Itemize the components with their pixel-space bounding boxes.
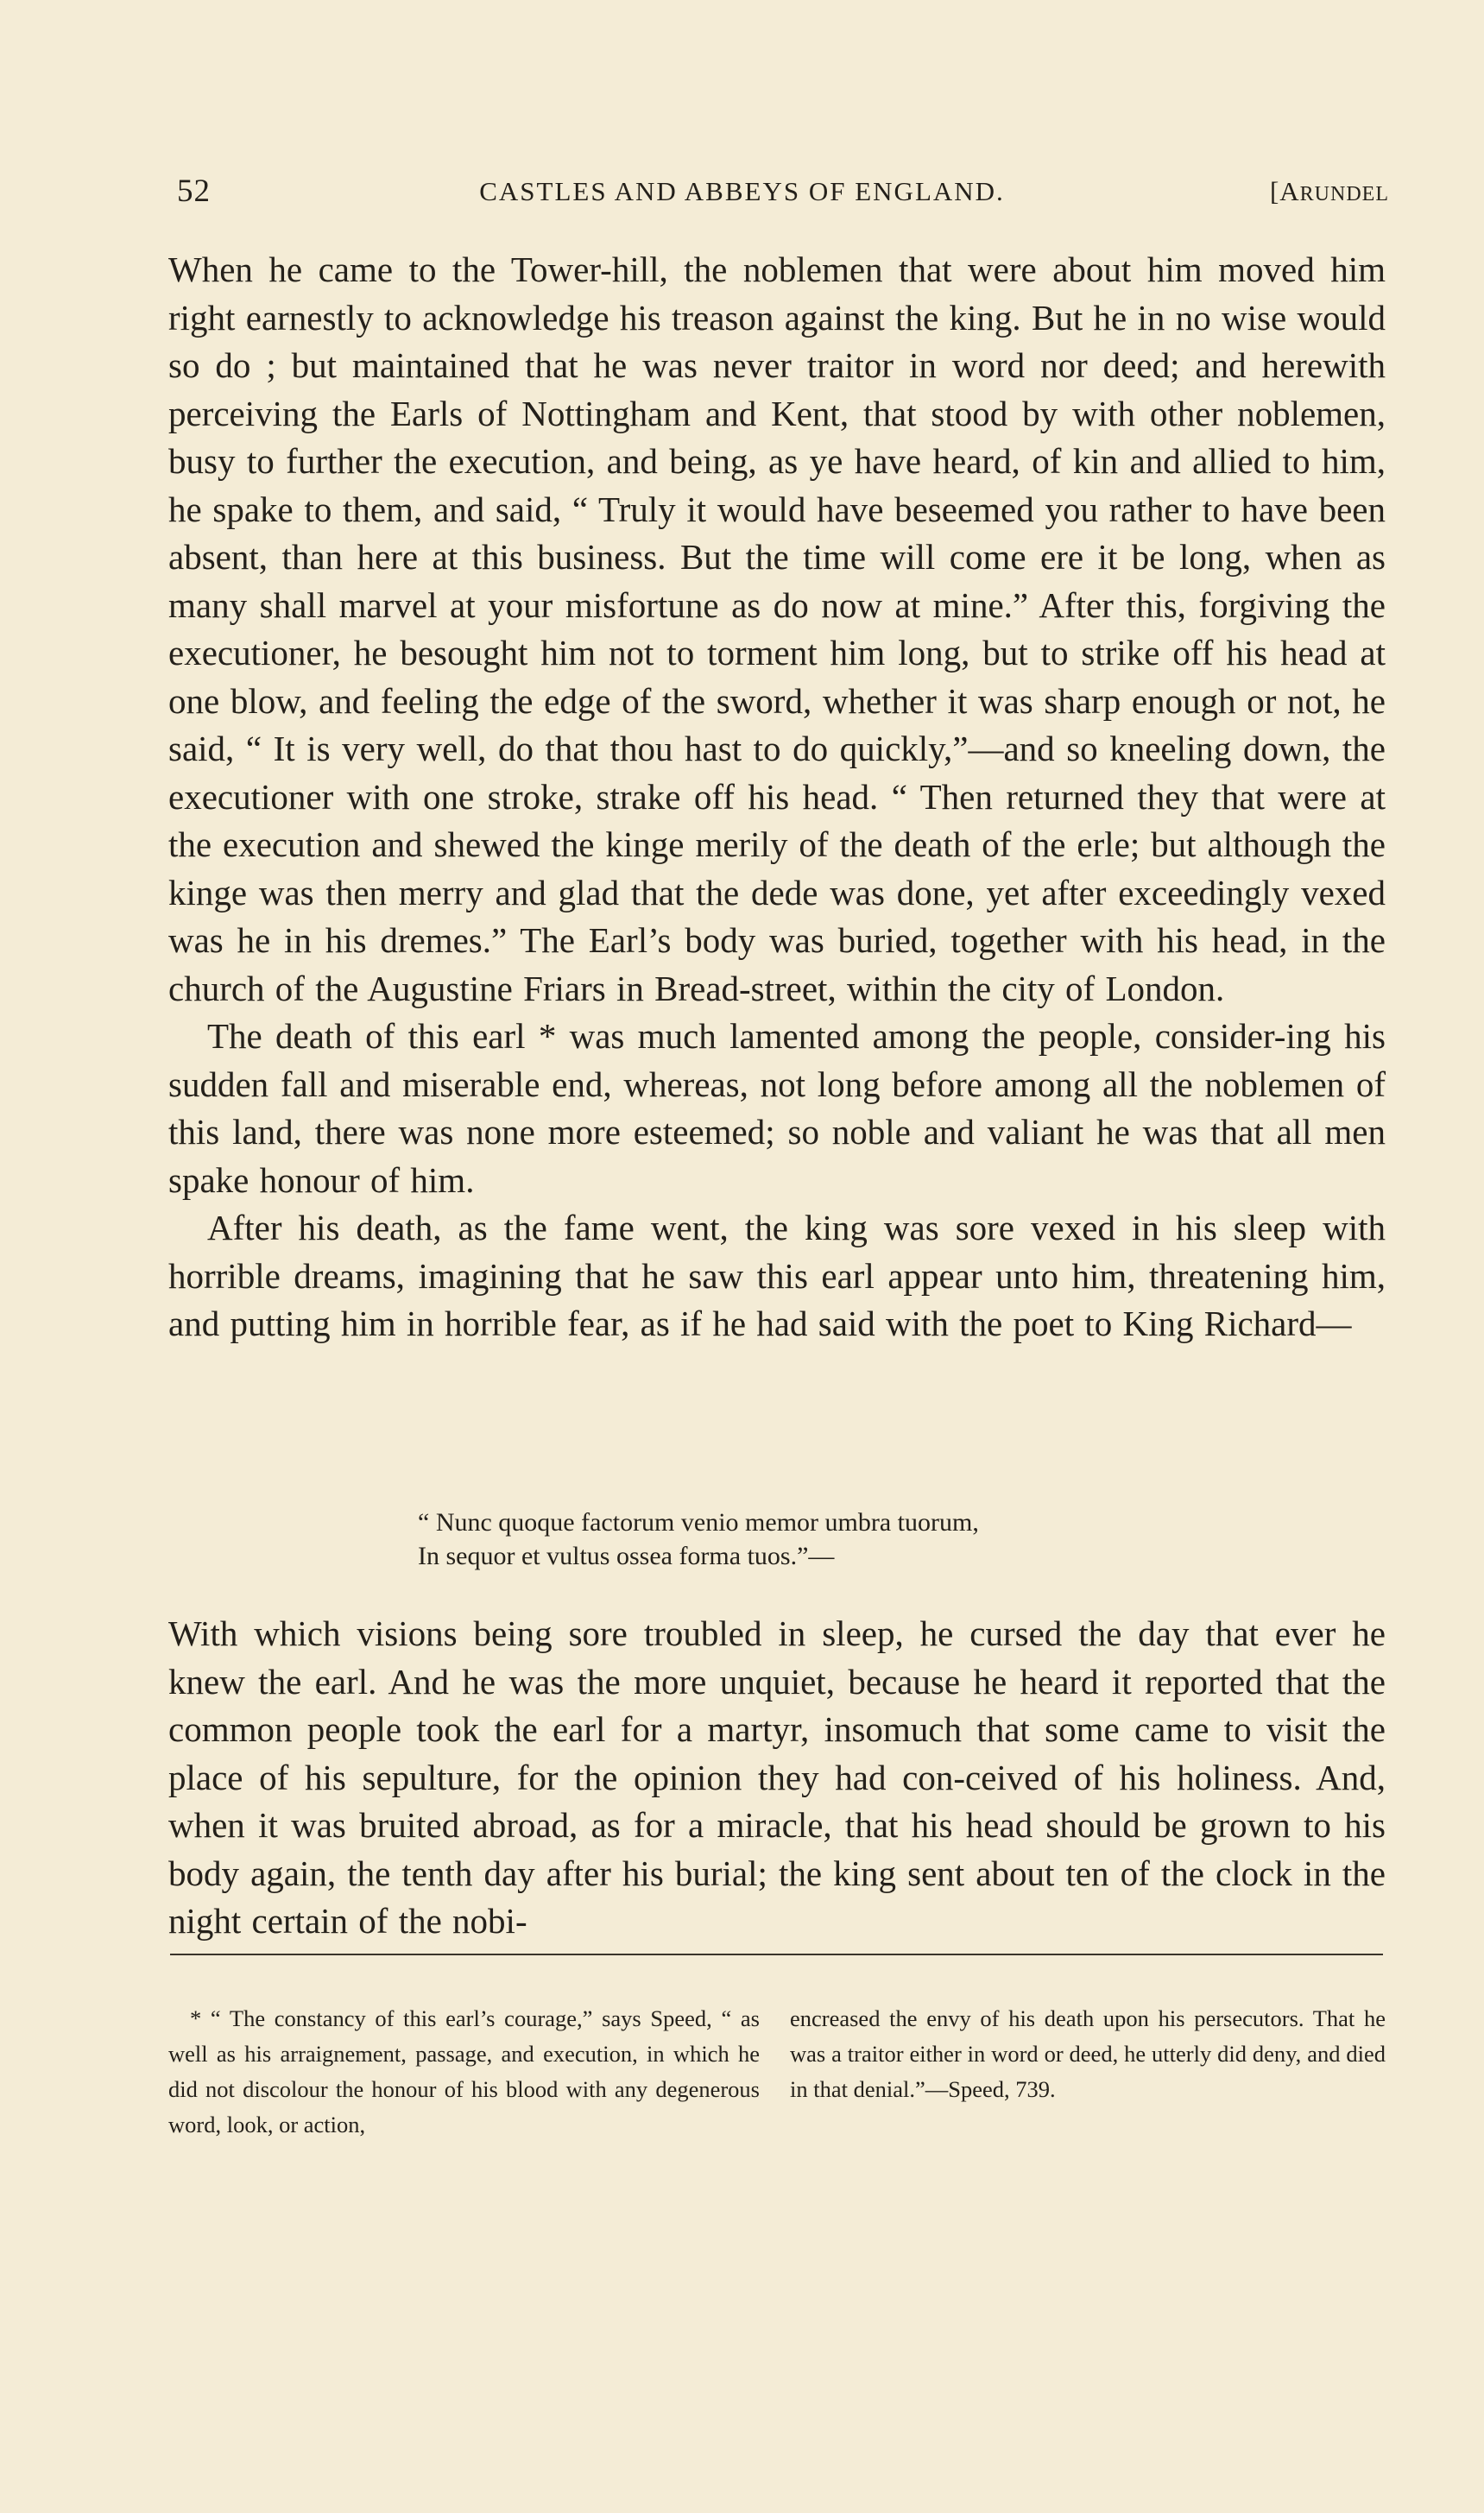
page-number: 52	[177, 174, 211, 209]
page-header	[0, 173, 1484, 216]
main-text-continued	[168, 1610, 1386, 1946]
running-title: CASTLES AND ABBEYS OF ENGLAND.	[479, 176, 1005, 206]
section-initial: A	[1279, 176, 1300, 206]
footnote-text: encreased the envy of his death upon his persecutors. That he was a traitor either in word or deed, he utterly did deny, and died in that denial.”—Speed, 739.	[790, 2005, 1386, 2102]
paragraph: With which visions being sore troubled in sleep, he cursed the day that ever he knew the earl. And he was the more unquiet, because he heard it reported that the common people took the earl for a martyr, insomuch that some came to visit the place of his sepulture, for the opinion they had con-ceived of his holiness. And, when it was bruited abroad, as for a miracle, that his head should be grown to his body again, the tenth day after his burial; the king sent about ten of the clock in the night certain of the nobi-	[168, 1613, 1386, 1941]
paragraph: After his death, as the fame went, the king was sore vexed in his sleep with horrible dreams, imagining that he saw this earl appear unto him, threatening him, and putting him in horrible fear, as if he had said with the poet to King Richard—	[168, 1208, 1386, 1343]
footnote-divider	[170, 1954, 1383, 1955]
footnotes	[168, 2001, 1386, 2174]
quote-line: In sequor et vultus ossea forma tuos.”—	[418, 1542, 835, 1570]
section-name: RUNDEL	[1299, 183, 1389, 205]
paragraph: When he came to the Tower-hill, the noblemen that were about him moved him right earnestly to acknowledge his treason against the king. But he in no wise would so do ; but maintained that he was never traitor in word nor deed; and herewith perceiving the Earls of Nottingham and Kent, that stood by with other noblemen, busy to further the execution, and being, as ye have heard, of kin and allied to him, he spake to them, and said, “ Truly it would have beseemed you rather to have been absent, than here at this business. But the time will come ere it be long, when as many shall marvel at your misfortune as do now at mine.” After this, forgiving the executioner, he besought him not to torment him long, but to strike off his head at one blow, and feeling the edge of the sword, whether it was sharp enough or not, he said, “ It is very well, do that thou hast to do quickly,”—and so kneeling down, the executioner with one stroke, strake off his head. “ Then returned they that were at the execution and shewed the kinge merily of the death of the erle; but although the kinge was then merry and glad that the dede was done, yet after exceedingly vexed was he in his dremes.” The Earl’s body was buried, together with his head, in the church of the Augustine Friars in Bread-street, within the city of London.	[168, 249, 1386, 1008]
main-text	[168, 246, 1386, 1348]
section-reference	[1270, 176, 1389, 207]
footnote-column-right	[790, 2001, 1386, 2107]
footnote-column-left	[168, 2001, 760, 2143]
latin-quotation	[418, 1506, 1195, 1573]
section-bracket: [	[1269, 176, 1280, 206]
footnote-text: * “ The constancy of this earl’s courage,” says Speed, “ as well as his arraignement, passage, and execution, in which he did not discolour the honour of his blood with any degenerous word, look, or action,	[168, 2005, 760, 2137]
quote-line: “ Nunc quoque factorum venio memor umbra tuorum,	[418, 1508, 979, 1537]
paragraph: The death of this earl * was much lamented among the people, consider-ing his sudden fall and miserable end, whereas, not long before among all the noblemen of this land, there was none more esteemed; so noble and valiant he was that all men spake honour of him.	[168, 1016, 1386, 1200]
